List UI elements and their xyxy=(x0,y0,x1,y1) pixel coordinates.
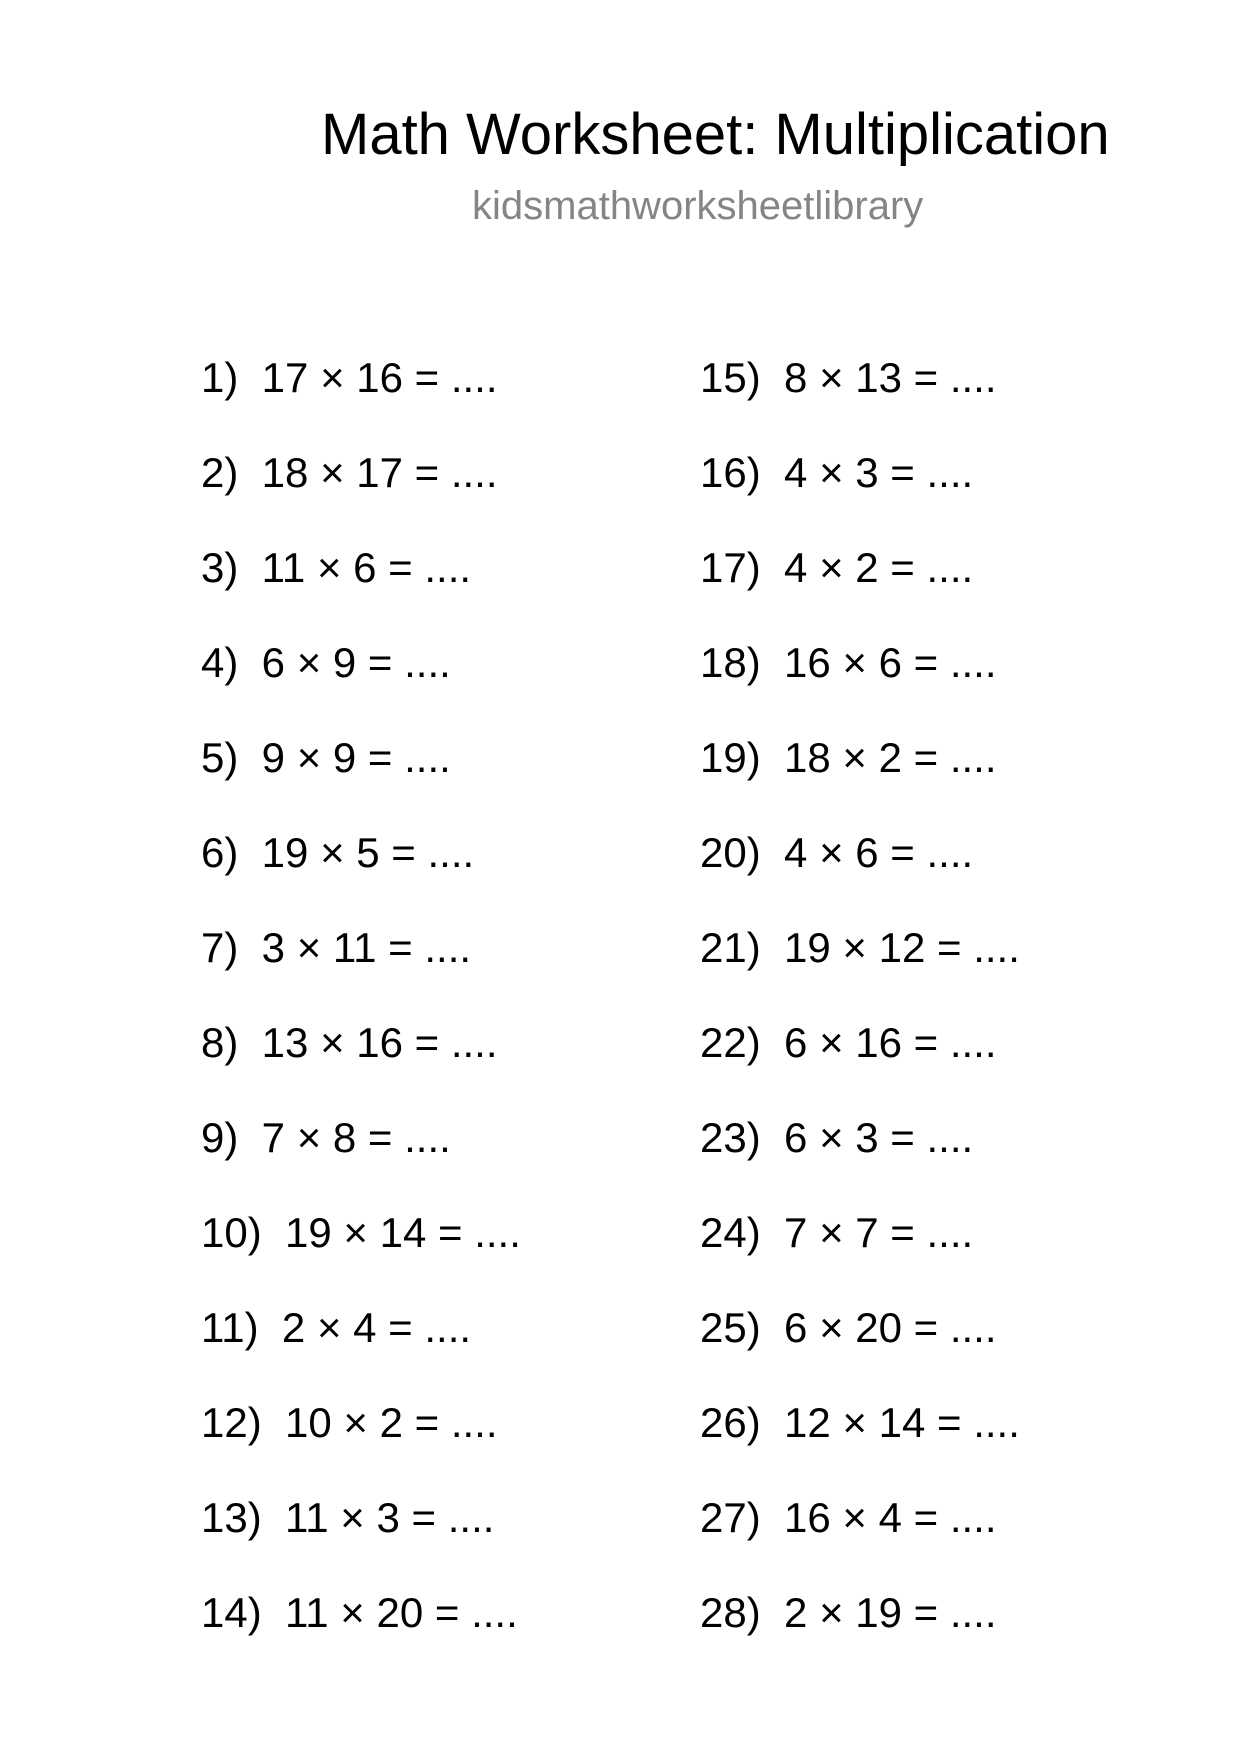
problem-item: 25) 6 × 20 = .... xyxy=(700,1304,997,1351)
problem-item: 7) 3 × 11 = .... xyxy=(201,924,472,971)
problem-item: 2) 18 × 17 = .... xyxy=(201,449,498,496)
problem-item: 11) 2 × 4 = .... xyxy=(201,1304,472,1351)
problem-item: 12) 10 × 2 = .... xyxy=(201,1399,498,1446)
problem-item: 23) 6 × 3 = .... xyxy=(700,1114,974,1161)
problem-item: 26) 12 × 14 = .... xyxy=(700,1399,1020,1446)
problem-item: 17) 4 × 2 = .... xyxy=(700,544,974,591)
problem-item: 24) 7 × 7 = .... xyxy=(700,1209,974,1256)
problem-item: 20) 4 × 6 = .... xyxy=(700,829,974,876)
problems-column-left xyxy=(201,354,521,1687)
problem-item: 13) 11 × 3 = .... xyxy=(201,1494,495,1541)
problem-item: 4) 6 × 9 = .... xyxy=(201,639,451,686)
problem-item: 21) 19 × 12 = .... xyxy=(700,924,1020,971)
problem-item: 3) 11 × 6 = .... xyxy=(201,544,472,591)
worksheet-title: Math Worksheet: Multiplication xyxy=(321,102,1110,167)
problem-item: 15) 8 × 13 = .... xyxy=(700,354,997,401)
problem-item: 18) 16 × 6 = .... xyxy=(700,639,997,686)
problem-item: 5) 9 × 9 = .... xyxy=(201,734,451,781)
worksheet-source: kidsmathworksheetlibrary xyxy=(472,184,924,228)
problem-item: 9) 7 × 8 = .... xyxy=(201,1114,451,1161)
problem-item: 1) 17 × 16 = .... xyxy=(201,354,498,401)
problem-item: 16) 4 × 3 = .... xyxy=(700,449,974,496)
problem-item: 22) 6 × 16 = .... xyxy=(700,1019,997,1066)
problem-item: 27) 16 × 4 = .... xyxy=(700,1494,997,1541)
problem-item: 28) 2 × 19 = .... xyxy=(700,1589,997,1636)
problem-item: 14) 11 × 20 = .... xyxy=(201,1589,518,1636)
problem-item: 19) 18 × 2 = .... xyxy=(700,734,997,781)
problem-item: 6) 19 × 5 = .... xyxy=(201,829,475,876)
problems-column-right xyxy=(700,354,1020,1687)
problem-item: 10) 19 × 14 = .... xyxy=(201,1209,521,1256)
problem-item: 8) 13 × 16 = .... xyxy=(201,1019,498,1066)
